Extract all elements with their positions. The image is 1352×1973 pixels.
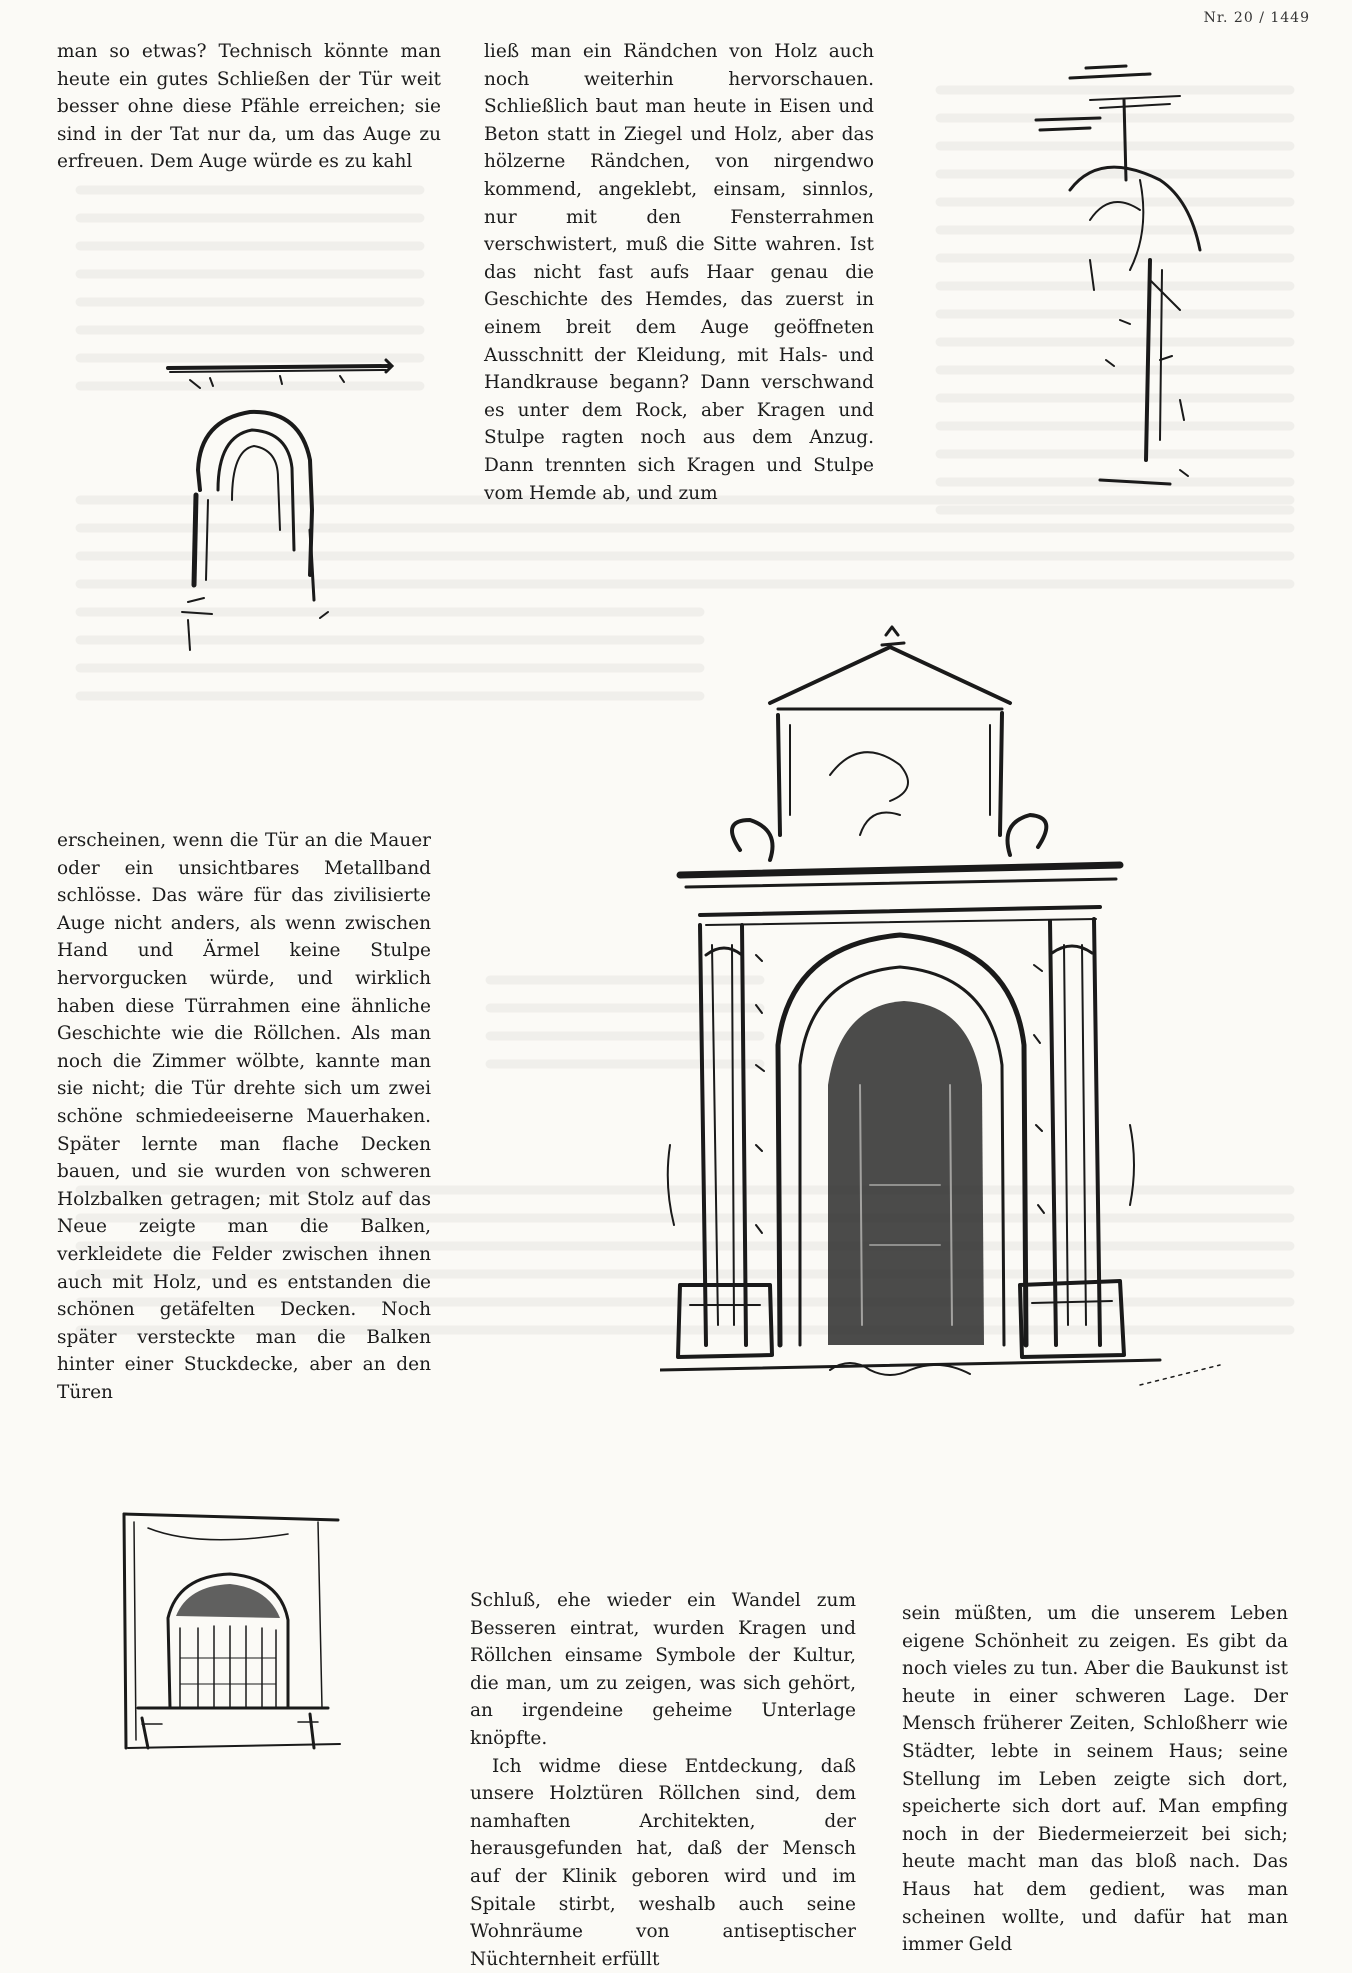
paragraph: man so etwas? Technisch könnte man heute ein gutes Schließen der Tür weit besser ohne diese Pfähle erreichen; sie sind in der Tat nur da, um das Auge zu erfreuen. Dem Auge würde es zu kahl <box>57 41 441 173</box>
doorway-sketch-illustration <box>118 1508 348 1758</box>
text-column-5 <box>902 1600 1288 1959</box>
paragraph: erscheinen, wenn die Tür an die Mauer oder ein unsichtbares Metallband schlösse. Das wäre für das zivilisierte Auge nicht anders, als wenn zwischen Hand und Ärmel keine Stulpe hervorgucken würde, und wirklich haben diese Türrahmen eine ähnliche Geschichte wie die Röllchen. Als man noch die Zimmer wölbte, kannte man sie nicht; die Tür drehte sich um zwei schöne schmiedeeiserne Mauerhaken. Später lernte man flache Decken bauen, und sie wurden von schweren Holzbalken getragen; mit Stolz auf das Neue zeigte man die Balken, verkleidete die Felder zwischen ihnen auch mit Holz, und es entstanden die schönen getäfelten Decken. Noch später versteckte man die Balken hinter einer Stuckdecke, aber an den Türen <box>57 830 431 1403</box>
text-column-4 <box>470 1587 856 1973</box>
paragraph: Ich widme diese Entdeckung, daß unsere Holztüren Röllchen sind, dem namhaften Architekten, der herausgefunden hat, daß der Mensch auf der Klinik geboren wird und im Spitale stirbt, weshalb auch seine Wohnräume von antiseptischer Nüchternheit erfüllt <box>470 1755 856 1970</box>
paragraph: sein müßten, um die unserem Leben eigene Schönheit zu zeigen. Es gibt da noch vieles zu tun. Aber die Baukunst ist heute in einer schweren Lage. Der Mensch früherer Zeiten, Schloßherr wie Städter, lebte in seinem Haus; seine Stellung im Leben zeigte sich dort, speicherte sich dort auf. Man empfing noch in der Biedermeierzeit bei sich; heute macht man das bloß nach. Das Haus hat dem gedient, was man scheinen wollte, und dafür hat man immer Geld <box>902 1603 1288 1956</box>
page-number: Nr. 20 / 1449 <box>1203 10 1310 26</box>
arch-sketch-illustration <box>160 350 410 660</box>
paragraph: ließ man ein Rändchen von Holz auch noch weiterhin hervorschauen. Schließlich baut man heute in Eisen und Beton statt in Ziegel und Holz, aber das hölzerne Rändchen, von nirgendwo kommend, angeklebt, einsam, sinnlos, nur mit den Fensterrahmen verschwistert, muß die Sitte wahren. Ist das nicht fast aufs Haar genau die Geschichte des Hemdes, das zuerst in einem breit dem Auge geöffneten Ausschnitt der Kleidung, mit Hals- und Handkrause begann? Dann verschwand es unter dem Rock, aber Kragen und Stulpe ragten noch aus dem Anzug. Dann trennten sich Kragen und Stulpe vom Hemde ab, und zum <box>484 41 874 504</box>
paragraph: Schluß, ehe wieder ein Wandel zum Besseren eintrat, wurden Kragen und Röllchen einsame Symbole der Kultur, die man, um zu zeigen, was sich gehört, an irgendeine geheime Unterlage knöpfte. <box>470 1590 856 1749</box>
baroque-portal-sketch-illustration <box>660 625 1240 1395</box>
text-column-2 <box>484 38 874 507</box>
text-column-1 <box>57 38 441 176</box>
column-fragment-sketch-illustration <box>1030 60 1250 500</box>
text-column-3 <box>57 827 431 1406</box>
